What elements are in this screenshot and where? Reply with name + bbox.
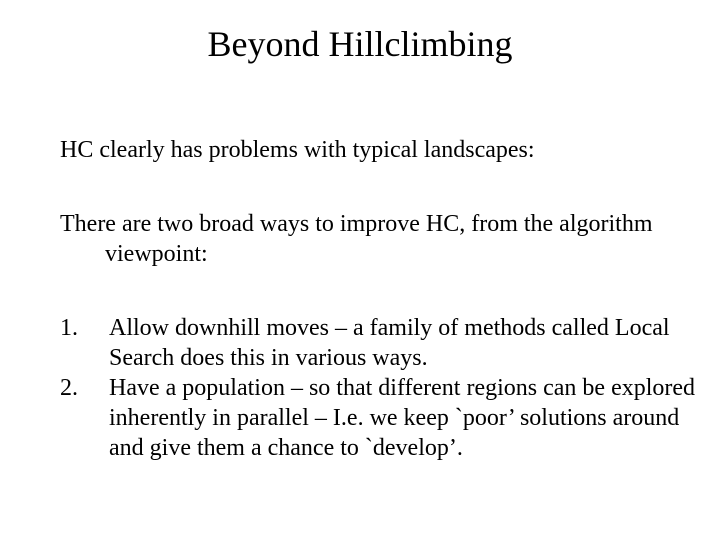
paragraph-improve-hc [60,209,680,269]
slide-title: Beyond Hillclimbing [207,24,513,64]
list-number: 1. [60,315,78,341]
list-item-downhill-moves [60,313,700,373]
paragraph-text: There are two broad ways to improve HC, from the algorithm viewpoint: [60,211,653,267]
numbered-list [60,313,700,463]
list-item-text: Have a population – so that different regions can be explored inherently in parallel – I.e. we keep `poor’ solutions around and give them a chance to `develop’. [109,375,696,461]
paragraph-text: HC clearly has problems with typical landscapes: [60,137,535,163]
list-item-text: Allow downhill moves – a family of methods called Local Search does this in various ways. [109,315,670,371]
paragraph-landscape-problems [60,135,680,165]
list-number: 2. [60,375,78,401]
list-item-population [60,373,700,463]
